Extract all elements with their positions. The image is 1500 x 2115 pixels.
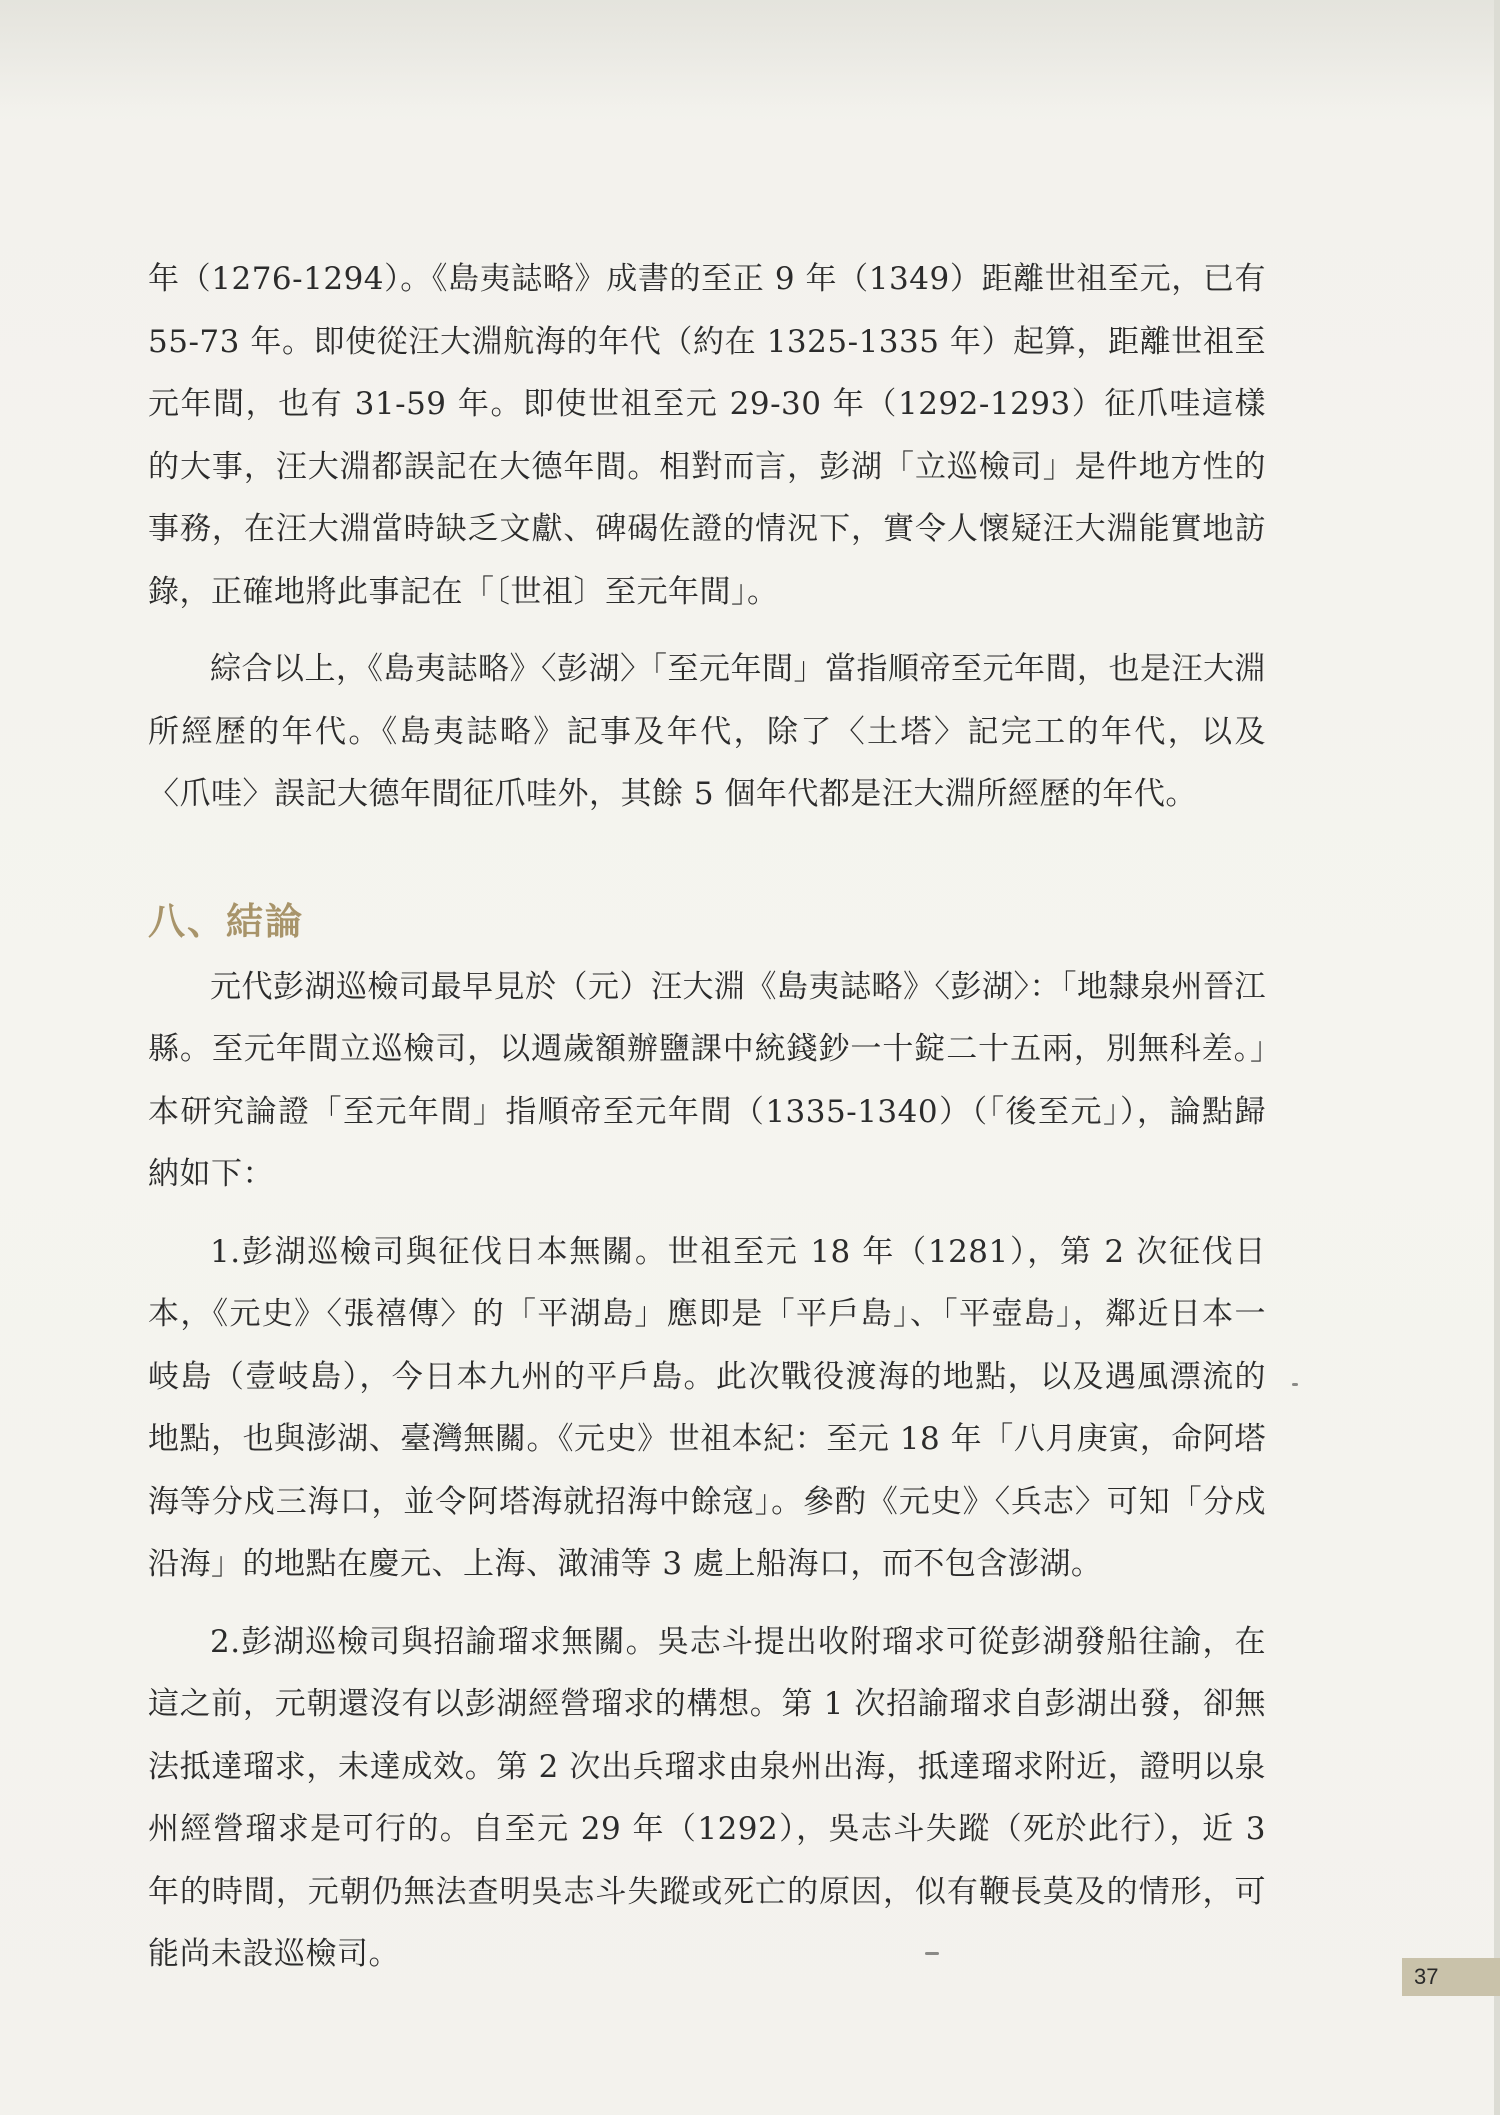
- conclusion-point-2: 2.彭湖巡檢司與招諭瑠求無關。吳志斗提出收附瑠求可從彭湖發船往諭，在這之前，元朝還沒有以彭湖經營瑠求的構想。第 1 次招諭瑠求自彭湖出發，卻無法抵達瑠求，未達成效。第 2 次出兵瑠求由泉州出海，抵達瑠求附近，證明以泉州經營瑠求是可行的。自至元 29 年（1292），吳志斗失蹤（死於此行），近 3 年的時間，元朝仍無法查明吳志斗失蹤或死亡的原因，似有鞭長莫及的情形，可能尚未設巡檢司。: [148, 1623, 1266, 1972]
- paragraph-summary: 綜合以上，《島夷誌略》〈彭湖〉「至元年間」當指順帝至元年間，也是汪大淵所經歷的年代。《島夷誌略》記事及年代，除了〈土塔〉記完工的年代，以及〈爪哇〉誤記大德年間征爪哇外，其餘 5 個年代都是汪大淵所經歷的年代。: [148, 651, 1266, 812]
- paragraph-continued: 年（1276-1294）。《島夷誌略》成書的至正 9 年（1349）距離世祖至元，已有 55-73 年。即使從汪大淵航海的年代（約在 1325-1335 年）起算，距離世祖至元年間，也有 31-59 年。即使世祖至元 29-30 年（1292-1293）征爪哇這樣的大事，汪大淵都誤記在大德年間。相對而言，彭湖「立巡檢司」是件地方性的事務，在汪大淵當時缺乏文獻、碑碣佐證的情況下，實令人懷疑汪大淵能實地訪錄，正確地將此事記在「〔世祖〕至元年間」。: [148, 261, 1266, 610]
- conclusion-point-1: 1.彭湖巡檢司與征伐日本無關。世祖至元 18 年（1281），第 2 次征伐日本，《元史》〈張禧傳〉的「平湖島」應即是「平戶島」、「平壺島」，鄰近日本一岐島（壹岐島），今日本九州的平戶島。此次戰役渡海的地點，以及遇風漂流的地點，也與澎湖、臺灣無關。《元史》世祖本紀：至元 18 年「八月庚寅，命阿塔海等分戍三海口，並令阿塔海就招海中餘寇」。參酌《元史》〈兵志〉可知「分戍沿海」的地點在慶元、上海、澉浦等 3 處上船海口，而不包含澎湖。: [148, 1233, 1266, 1582]
- scan-speck: [925, 1952, 939, 1955]
- page-top-shading: [0, 0, 1500, 110]
- conclusion-intro: 元代彭湖巡檢司最早見於（元）汪大淵《島夷誌略》〈彭湖〉：「地隸泉州晉江縣。至元年間立巡檢司，以週歲額辦鹽課中統錢鈔一十錠二十五兩，別無科差。」本研究論證「至元年間」指順帝至元年間（1335-1340）（「後至元」），論點歸納如下：: [148, 968, 1266, 1192]
- section-heading: 八、結論: [148, 899, 304, 943]
- page-content: [148, 248, 1266, 1986]
- page-right-edge: [1494, 0, 1500, 2115]
- page-number: 37: [1402, 1958, 1500, 1996]
- scan-speck: [1292, 1383, 1298, 1386]
